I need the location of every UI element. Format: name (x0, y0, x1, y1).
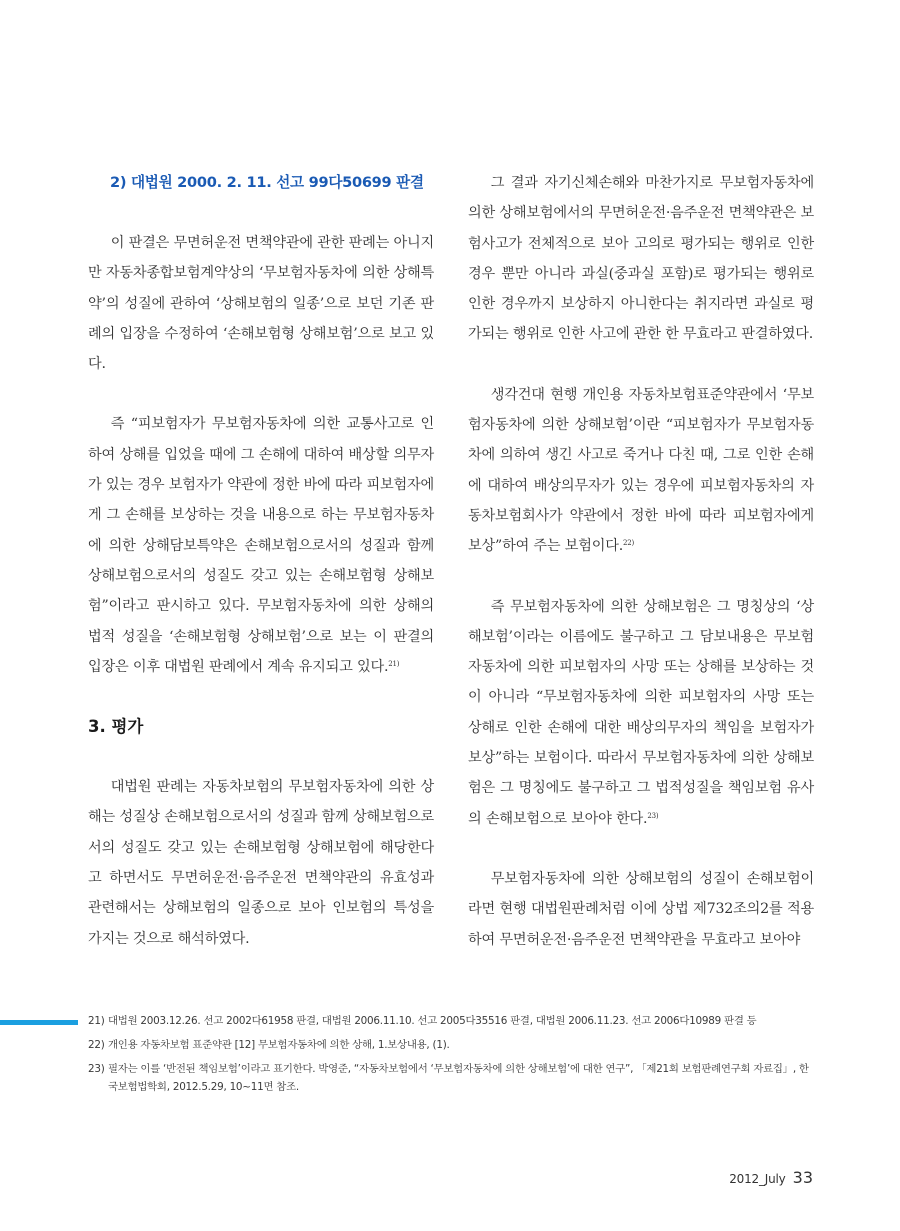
footnote-number: 23) (88, 1063, 105, 1075)
footnote-23 (88, 1060, 816, 1096)
right-paragraph-3-text: 즉 무보험자동차에 의한 상해보험은 그 명칭상의 ‘상해보험’이라는 이름에도 불구하고 그 담보내용은 무보험자동차에 의한 피보험자의 사망 또는 상해를 보상하는 것이 아니라 “무보험자동차에 의한 피보험자의 사망 또는 상해로 인한 손해에 대한 배상의무자의 책임을 보험자가 보상”하는 보험이다. 따라서 무보험자동차에 의한 상해보험은 그 명칭에도 불구하고 그 법적성질을 책임보험 유사의 손해보험으로 보아야 한다. (468, 598, 814, 827)
footnotes (88, 1012, 816, 1102)
footnote-text: 필자는 이를 ‘반전된 책임보험’이라고 표기한다. 박영준, “자동차보험에서 ‘무보험자동차에 의한 상해보험’에 대한 연구”, 「제21회 보험판례연구회 자료집」, 한국보험법학회, 2012.5.29, 10~11면 참조. (108, 1063, 809, 1093)
left-paragraph-2-text: 즉 “피보험자가 무보험자동차에 의한 교통사고로 인하여 상해를 입었을 때에 그 손해에 대하여 배상할 의무자가 있는 경우 보험자가 약관에 정한 바에 따라 피보험자에게 그 손해를 보상하는 것을 내용으로 하는 무보험자동차에 의한 상해담보특약은 손해보험으로서의 성질과 함께 상해보험으로서의 성질도 갖고 있는 손해보험형 상해보험”이라고 판시하고 있다. 무보험자동차에 의한 상해의 법적 성질을 ‘손해보험형 상해보험’으로 보는 이 판결의 입장은 이후 대법원 판례에서 계속 유지되고 있다. (88, 416, 434, 675)
left-column (88, 168, 434, 954)
right-paragraph-3 (468, 592, 814, 834)
page-number: 33 (792, 1168, 813, 1187)
section-heading: 3. 평가 (88, 717, 144, 737)
left-paragraph-2 (88, 409, 434, 682)
right-paragraph-4: 무보험자동차에 의한 상해보험의 성질이 손해보험이라면 현행 대법원판례처럼 이에 상법 제732조의2를 적용하여 무면허운전·음주운전 면책약관을 무효라고 보아야 (468, 870, 814, 948)
footnote-accent-bar (0, 1020, 78, 1025)
left-paragraph-1: 이 판결은 무면허운전 면책약관에 관한 판례는 아니지만 자동차종합보험계약상의 ‘무보험자동차에 의한 상해특약’의 성질에 관하여 ‘상해보험의 일종’으로 보던 기존 판례의 입장을 수정하여 ‘손해보험형 상해보험’으로 보고 있다. (88, 235, 434, 373)
footnote-number: 22) (88, 1039, 105, 1051)
footnote-ref-22: 22) (623, 539, 635, 548)
left-paragraph-3: 대법원 판례는 자동차보험의 무보험자동차에 의한 상해는 성질상 손해보험으로서의 성질과 함께 상해보험으로서의 성질도 갖고 있는 손해보험형 상해보험에 해당한다고 하면서도 무면허운전·음주운전 면책약관의 유효성과 관련해서는 상해보험의 일종으로 보아 인보험의 특성을 가지는 것으로 해석하였다. (88, 779, 434, 947)
right-paragraph-1: 그 결과 자기신체손해와 마찬가지로 무보험자동차에 의한 상해보험에서의 무면허운전·음주운전 면책약관은 보험사고가 전체적으로 보아 고의로 평가되는 행위로 인한 경우 뿐만 아니라 과실(중과실 포함)로 평가되는 행위로 인한 경우까지 보상하지 아니한다는 취지라면 과실로 평가되는 행위로 인한 사고에 관한 한 무효라고 판결하였다. (468, 175, 814, 343)
right-paragraph-2 (468, 380, 814, 562)
footnote-number: 21) (88, 1015, 105, 1027)
right-column (468, 168, 814, 955)
footnote-text: 개인용 자동차보험 표준약관 [12] 무보험자동차에 의한 상해, 1.보상내용, (1). (108, 1039, 450, 1051)
case-subheading: 2) 대법원 2000. 2. 11. 선고 99다50699 판결 (110, 174, 424, 191)
right-paragraph-2-text: 생각건대 현행 개인용 자동차보험표준약관에서 ‘무보험자동차에 의한 상해보험’이란 “피보험자가 무보험자동차에 의하여 생긴 사고로 죽거나 다친 때, 그로 인한 손해에 대하여 배상의무자가 있는 경우에 피보험자동차의 자동차보험회사가 약관에서 정한 바에 따라 피보험자에게 보상”하여 주는 보험이다. (468, 386, 814, 555)
footnote-ref-21: 21) (388, 659, 400, 668)
footnote-text: 대법원 2003.12.26. 선고 2002다61958 판결, 대법원 2006.11.10. 선고 2005다35516 판결, 대법원 2006.11.23. 선고 2006다10989 판결 등 (108, 1015, 757, 1027)
issue-label: 2012_July (729, 1172, 786, 1186)
page-folio (729, 1168, 813, 1187)
footnote-21 (88, 1012, 816, 1030)
footnote-22 (88, 1036, 816, 1054)
footnote-ref-23: 23) (647, 811, 659, 820)
